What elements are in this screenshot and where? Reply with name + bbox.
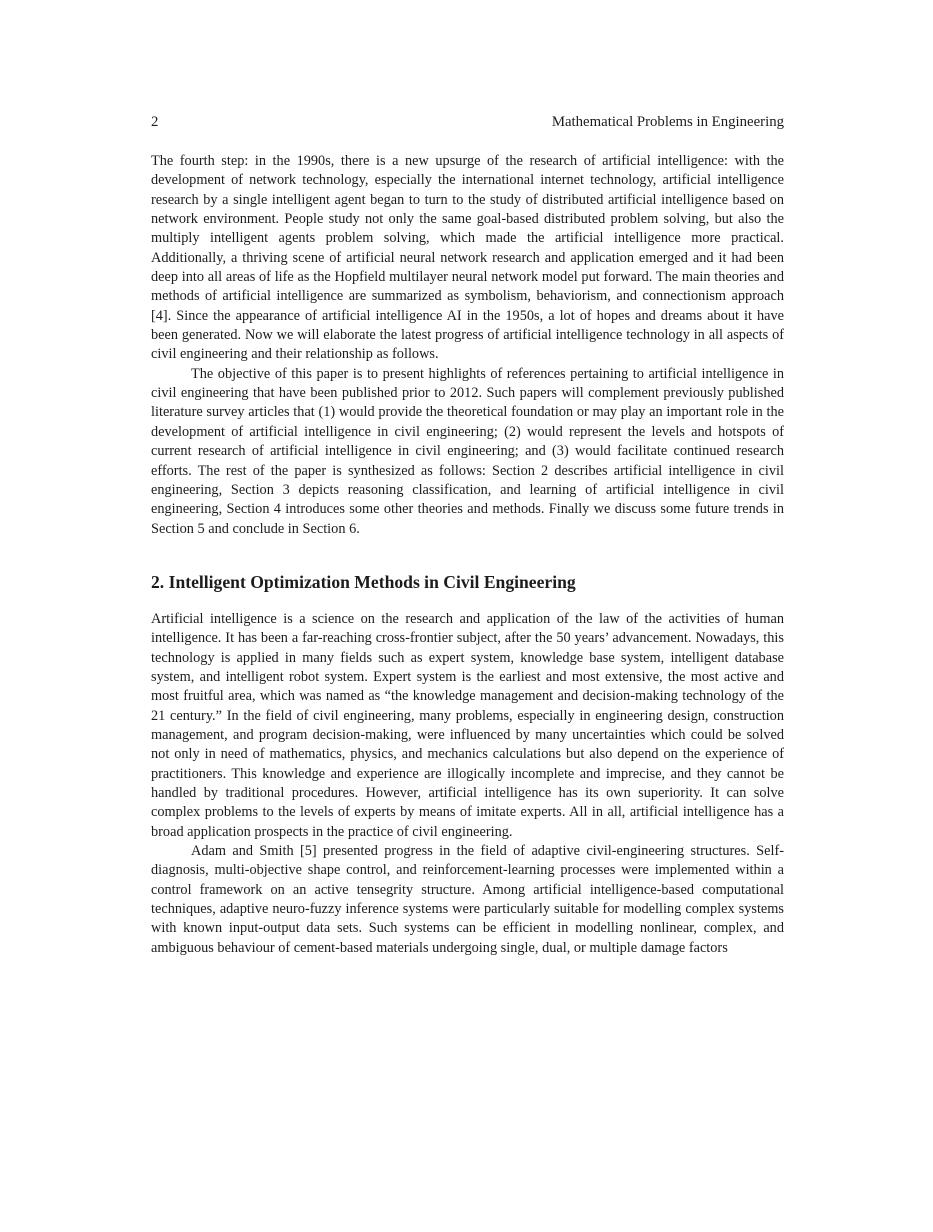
paragraph-adam-smith: Adam and Smith [5] presented progress in the field of adaptive civil-engineering structures. Self-diagnosis, multi-objective shape control, and reinforcement-learning processes were implemented within a control framework on an active tensegrity structure. Among artificial intelligence-based computational techniques, adaptive neuro-fuzzy inference systems were particularly suitable for modelling complex systems with known input-output data sets. Such systems can be efficient in modelling nonlinear, complex, and ambiguous behaviour of cement-based materials undergoing single, dual, or multiple damage factors bbox=[151, 843, 784, 956]
paragraph-ai-science: Artificial intelligence is a science on the research and application of the law of the activities of human intelligence. It has been a far-reaching cross-frontier subject, after the 50 years’ advancement. Nowadays, this technology is applied in many fields such as expert system, knowledge base system, intelligent database system, and intelligent robot system. Expert system is the earliest and most extensive, the most active and most fruitful area, which was named as “the knowledge management and decision-making technology of the 21 century.” In the field of civil engineering, many problems, especially in engineering design, construction management, and program decision-making, were influenced by many uncertainties which could be solved not only in need of mathematics, physics, and mechanics calculations but also depend on the experience of practitioners. This knowledge and experience are illogically incomplete and imprecise, and they cannot be handled by traditional procedures. However, artificial intelligence has its own superiority. It can solve complex problems to the levels of experts by means of imitate experts. All in all, artificial intelligence has a broad application prospects in the practice of civil engineering. bbox=[151, 610, 784, 840]
page-body bbox=[151, 152, 784, 958]
paragraph-paper-objective: The objective of this paper is to present highlights of references pertaining to artificial intelligence in civil engineering that have been published prior to 2012. Such papers will complement previously published literature survey articles that (1) would provide the theoretical foundation or may play an important role in the development of artificial intelligence in civil engineering; (2) would represent the levels and hotspots of current research of artificial intelligence in civil engineering; and (3) would facilitate continued research efforts. The rest of the paper is synthesized as follows: Section 2 describes artificial intelligence in civil engineering, Section 3 depicts reasoning classification, and learning of artificial intelligence in civil engineering, Section 4 introduces some other theories and methods. Finally we discuss some future trends in Section 5 and conclude in Section 6. bbox=[151, 365, 784, 537]
section-heading-2: 2. Intelligent Optimization Methods in Civil Engineering bbox=[151, 571, 576, 592]
running-head bbox=[151, 114, 784, 131]
paragraph-ai-history: The fourth step: in the 1990s, there is a new upsurge of the research of artificial intelligence: with the development of network technology, especially the international internet technology, artificial intelligence research by a single intelligent agent began to turn to the study of distributed artificial intelligence based on network environment. People study not only the same goal-based distributed problem solving, but also the multiply intelligent agents problem solving, which made the artificial intelligence more practical. Additionally, a thriving scene of artificial neural network research and application emerged and it had been deep into all areas of life as the Hopfield multilayer neural network model put forward. The main theories and methods of artificial intelligence are summarized as symbolism, behaviorism, and connectionism approach [4]. Since the appearance of artificial intelligence AI in the 1950s, a lot of hopes and dreams about it have been generated. Now we will elaborate the latest progress of artificial intelligence technology in all aspects of civil engineering and their relationship as follows. bbox=[151, 153, 784, 363]
journal-title: Mathematical Problems in Engineering bbox=[551, 114, 784, 130]
page-number: 2 bbox=[151, 114, 159, 130]
page-content bbox=[151, 114, 784, 958]
